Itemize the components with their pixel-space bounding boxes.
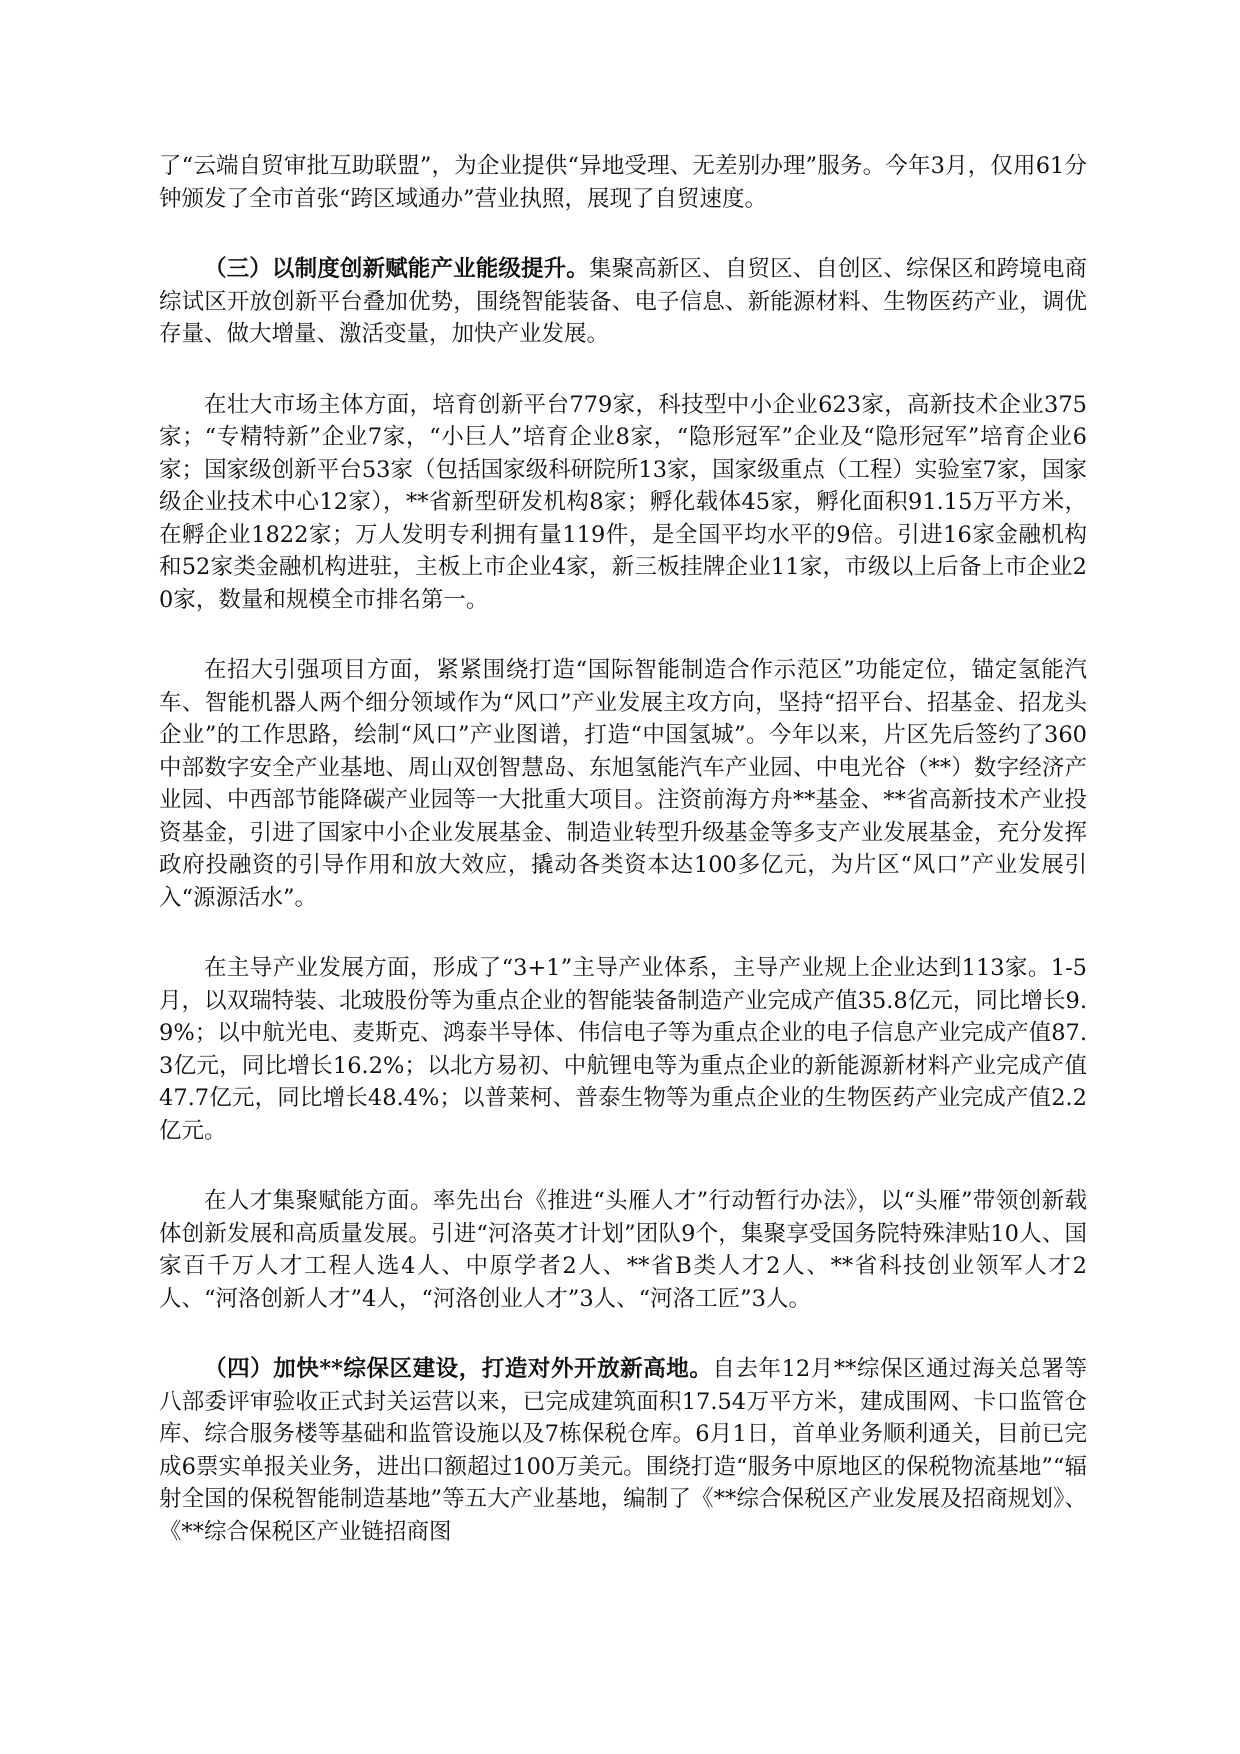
- paragraph-text: 在人才集聚赋能方面。率先出台《推进“头雁人才”行动暂行办法》，以“头雁”带领创新载体创新发展和高质量发展。引进“河洛英才计划”团队9个，集聚享受国务院特殊津贴10人、国家百千万人才工程人选4人、中原学者2人、**省B类人才2人、**省科技创业领军人才2人、“河洛创新人才”4人，“河洛创业人才”3人、“河洛工匠”3人。: [159, 1188, 1087, 1312]
- document-page: [159, 150, 1087, 1586]
- paragraph-6-talent: [159, 1185, 1087, 1315]
- section-heading: （四）加快**综保区建设，打造对外开放新高地。: [204, 1356, 713, 1382]
- paragraph-text: 了“云端自贸审批互助联盟”，为企业提供“异地受理、无差别办理”服务。今年3月，仅用61分钟颁发了全市首张“跨区域通办”营业执照，展现了自贸速度。: [159, 153, 1087, 212]
- paragraph-text: 在主导产业发展方面，形成了“3+1”主导产业体系，主导产业规上企业达到113家。1-5月，以双瑞特装、北玻股份等为重点企业的智能装备制造产业完成产值35.8亿元，同比增长9.9%；以中航光电、麦斯克、鸿泰半导体、伟信电子等为重点企业的电子信息产业完成产值87.3亿元，同比增长16.2%；以北方易初、中航锂电等为重点企业的新能源新材料产业完成产值47.7亿元，同比增长48.4%；以普莱柯、普泰生物等为重点企业的生物医药产业完成产值2.2亿元。: [159, 955, 1087, 1144]
- section-heading: （三）以制度创新赋能产业能级提升。: [204, 256, 589, 282]
- paragraph-1-continuation: [159, 150, 1087, 215]
- paragraph-4-investment-projects: [159, 654, 1087, 914]
- paragraph-text: 集聚高新区、自贸区、自创区、综保区和跨境电商综试区开放创新平台叠加优势，围绕智能装备、电子信息、新能源材料、生物医药产业，调优存量、做大增量、激活变量，加快产业发展。: [159, 256, 1087, 347]
- paragraph-7-section-4: [159, 1353, 1087, 1548]
- paragraph-text: 在招大引强项目方面，紧紧围绕打造“国际智能制造合作示范区”功能定位，锚定氢能汽车、智能机器人两个细分领域作为“风口”产业发展主攻方向，坚持“招平台、招基金、招龙头企业”的工作思路，绘制“风口”产业图谱，打造“中国氢城”。今年以来，片区先后签约了360中部数字安全产业基地、周山双创智慧岛、东旭氢能汽车产业园、中电光谷（**）数字经济产业园、中西部节能降碳产业园等一大批重大项目。注资前海方舟**基金、**省高新技术产业投资基金，引进了国家中小企业发展基金、制造业转型升级基金等多支产业发展基金，充分发挥政府投融资的引导作用和放大效应，撬动各类资本达100多亿元，为片区“风口”产业发展引入“源源活水”。: [159, 657, 1087, 911]
- paragraph-5-leading-industries: [159, 952, 1087, 1147]
- paragraph-2-section-3: [159, 253, 1087, 351]
- paragraph-text: 在壮大市场主体方面，培育创新平台779家，科技型中小企业623家，高新技术企业375家；“专精特新”企业7家，“小巨人”培育企业8家，“隐形冠军”企业及“隐形冠军”培育企业6家；国家级创新平台53家（包括国家级科研院所13家，国家级重点（工程）实验室7家，国家级企业技术中心12家），**省新型研发机构8家；孵化载体45家，孵化面积91.15万平方米，在孵企业1822家；万人发明专利拥有量119件，是全国平均水平的9倍。引进16家金融机构和52家类金融机构进驻，主板上市企业4家，新三板挂牌企业11家，市级以上后备上市企业20家，数量和规模全市排名第一。: [159, 391, 1087, 613]
- paragraph-text: 自去年12月**综保区通过海关总署等八部委评审验收正式封关运营以来，已完成建筑面积17.54万平方米，建成围网、卡口监管仓库、综合服务楼等基础和监管设施以及7栋保税仓库。6月1日，首单业务顺利通关，目前已完成6票实单报关业务，进出口额超过100万美元。围绕打造“服务中原地区的保税物流基地”“辐射全国的保税智能制造基地”等五大产业基地，编制了《**综合保税区产业发展及招商规划》、《**综合保税区产业链招商图: [159, 1356, 1087, 1545]
- paragraph-3-market-entities: [159, 389, 1087, 617]
